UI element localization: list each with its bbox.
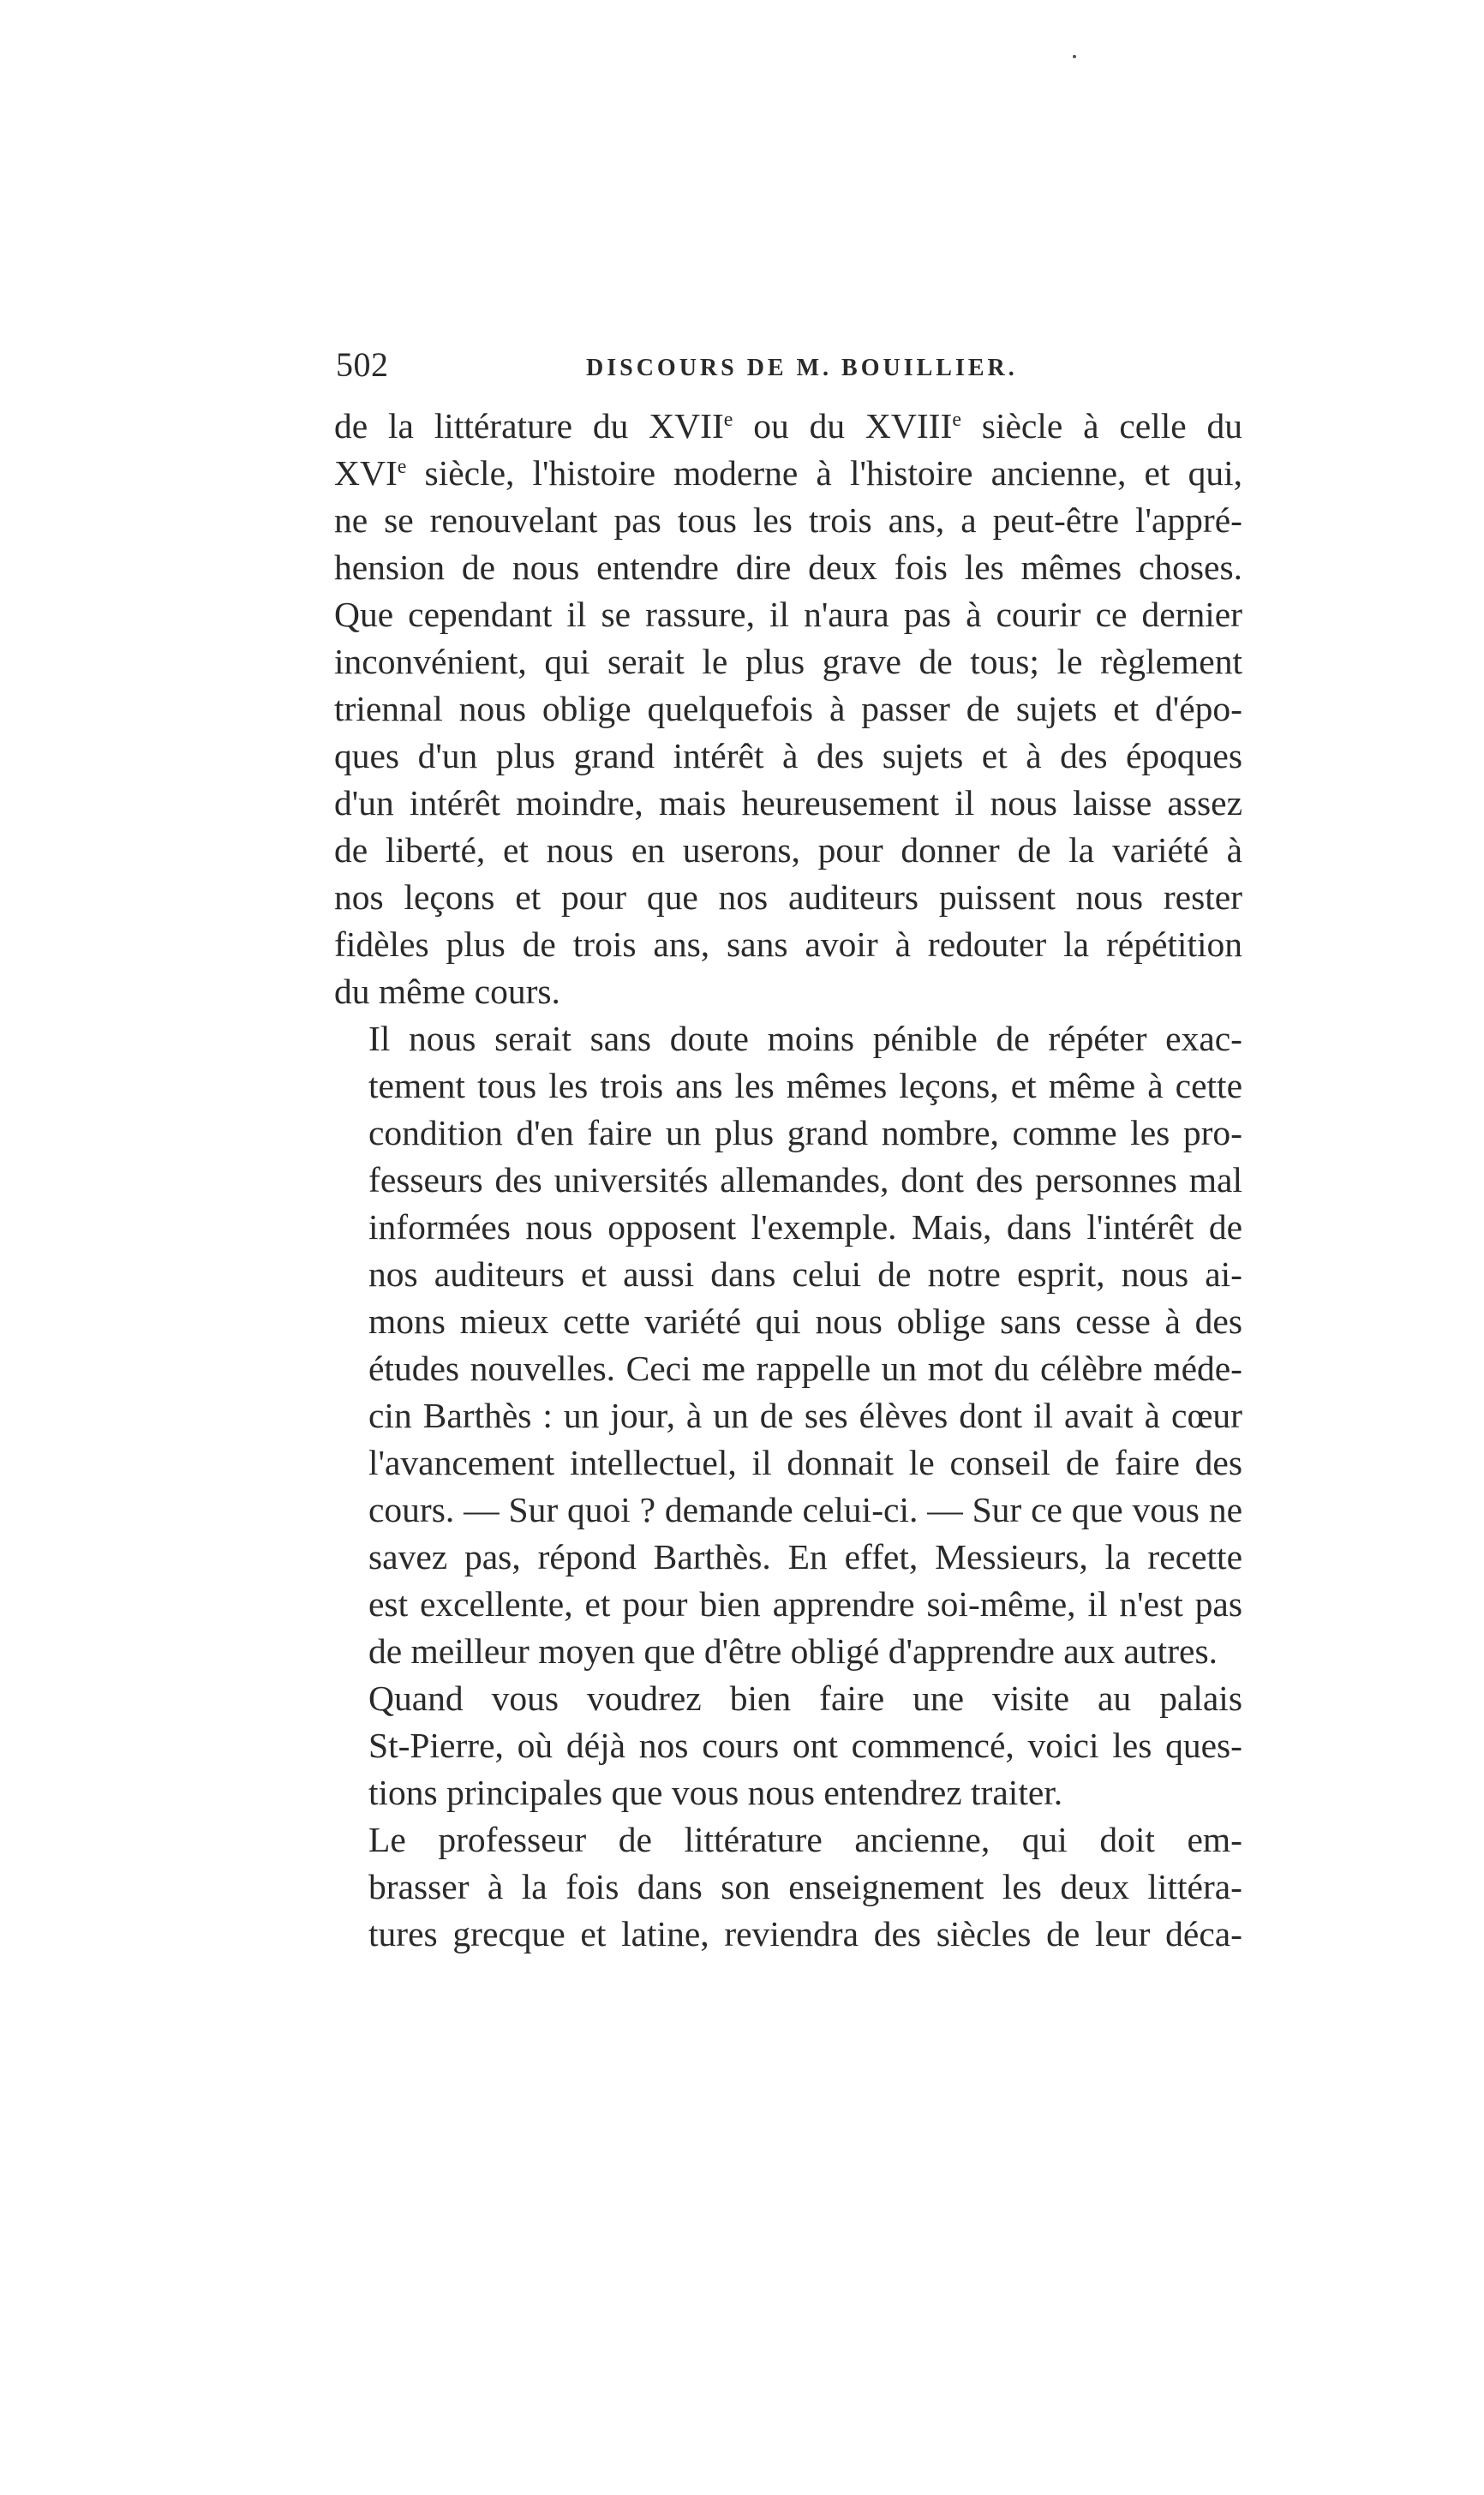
body-text	[334, 403, 1242, 1958]
text-line: fidèles plus de trois ans, sans avoir à redouter la répétition	[334, 924, 1242, 964]
text-line: de la littérature du XVIIe ou du XVIIIe siècle à celle du	[334, 406, 1242, 446]
paragraph-4	[334, 1816, 1242, 1958]
text-line: cin Barthès : un jour, à un de ses élèves dont il avait à cœur	[368, 1396, 1242, 1435]
text-line: Le professeur de littérature ancienne, qui doit em-	[368, 1820, 1242, 1859]
text-line: fesseurs des universités allemandes, dont des personnes mal	[368, 1160, 1242, 1200]
running-title: DISCOURS DE M. BOUILLIER.	[586, 355, 1018, 381]
text-line: brasser à la fois dans son enseignement les deux littéra-	[368, 1867, 1242, 1906]
text-line: nos auditeurs et aussi dans celui de notre esprit, nous ai-	[368, 1254, 1242, 1294]
text-line: de liberté, et nous en userons, pour donner de la variété à	[334, 830, 1242, 870]
text-line: inconvénient, qui serait le plus grave de tous; le règlement	[334, 642, 1242, 681]
text-line: nos leçons et pour que nos auditeurs puissent nous rester	[334, 877, 1242, 917]
text-line: cours. — Sur quoi ? demande celui-ci. — Sur ce que vous ne	[368, 1490, 1242, 1529]
text-line: Il nous serait sans doute moins pénible de répéter exac-	[368, 1019, 1242, 1058]
text-line: ne se renouvelant pas tous les trois ans, a peut-être l'appré-	[334, 500, 1242, 540]
text-line: mons mieux cette variété qui nous oblige sans cesse à des	[368, 1301, 1242, 1341]
text-line: tement tous les trois ans les mêmes leçons, et même à cette	[368, 1066, 1242, 1105]
text-line: triennal nous oblige quelquefois à passer de sujets et d'épo-	[334, 689, 1242, 728]
text-line: d'un intérêt moindre, mais heureusement il nous laisse assez	[334, 783, 1242, 823]
text-line: savez pas, répond Barthès. En effet, Messieurs, la recette	[368, 1537, 1242, 1577]
paragraph-1	[334, 403, 1242, 1015]
text-line: tures grecque et latine, reviendra des siècles de leur déca-	[368, 1914, 1242, 1954]
text-line: Quand vous voudrez bien faire une visite au palais	[368, 1678, 1242, 1718]
text-line: tions principales que vous nous entendrez traiter.	[368, 1773, 1063, 1812]
text-line: informées nous opposent l'exemple. Mais, dans l'intérêt de	[368, 1207, 1242, 1247]
text-line: études nouvelles. Ceci me rappelle un mot du célèbre méde-	[368, 1349, 1242, 1388]
text-line: condition d'en faire un plus grand nombre, comme les pro-	[368, 1113, 1242, 1152]
text-line: du même cours.	[334, 972, 560, 1011]
text-line: hension de nous entendre dire deux fois les mêmes choses.	[334, 547, 1242, 587]
text-line: ques d'un plus grand intérêt à des sujets et à des époques	[334, 736, 1242, 775]
page-number: 502	[336, 345, 389, 384]
paragraph-2	[334, 1015, 1242, 1675]
text-line: St-Pierre, où déjà nos cours ont commencé, voici les ques-	[368, 1726, 1242, 1765]
text-line: de meilleur moyen que d'être obligé d'apprendre aux autres.	[368, 1631, 1218, 1671]
text-line: est excellente, et pour bien apprendre soi-même, il n'est pas	[368, 1584, 1242, 1624]
ink-speck	[1073, 55, 1076, 58]
paragraph-3	[334, 1675, 1242, 1816]
text-line: Que cependant il se rassure, il n'aura pas à courir ce dernier	[334, 595, 1242, 634]
text-line: l'avancement intellectuel, il donnait le conseil de faire des	[368, 1443, 1242, 1482]
text-line: XVIe siècle, l'histoire moderne à l'histoire ancienne, et qui,	[334, 453, 1242, 493]
